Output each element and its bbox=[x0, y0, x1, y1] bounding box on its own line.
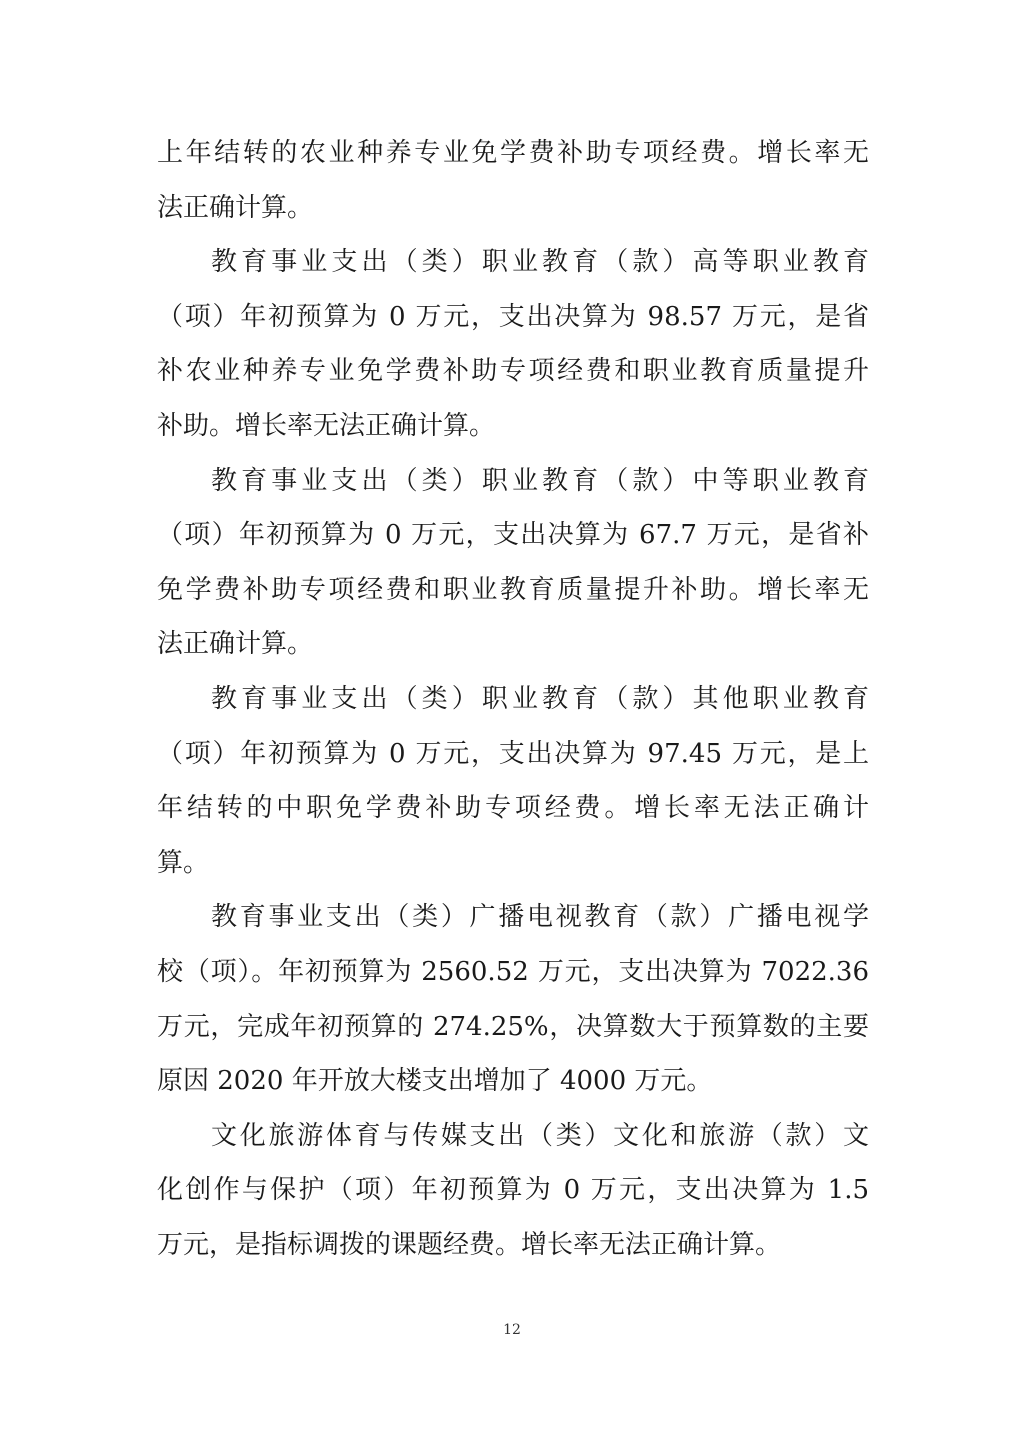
paragraph-5-line-2: 校（项）。年初预算为 2560.52 万元，支出决算为 7022.36 bbox=[157, 956, 869, 987]
paragraph-4-line-1: 教育事业支出（类）职业教育（款）其他职业教育 bbox=[211, 683, 869, 714]
paragraph-2-line-4: 补助。增长率无法正确计算。 bbox=[157, 410, 496, 441]
paragraph-5-line-4: 原因 2020 年开放大楼支出增加了 4000 万元。 bbox=[157, 1066, 713, 1097]
paragraph-1-line-2: 法正确计算。 bbox=[157, 192, 314, 223]
paragraph-1-line-1: 上年结转的农业种养专业免学费补助专项经费。增长率无 bbox=[157, 138, 869, 168]
paragraph-2-line-1: 教育事业支出（类）职业教育（款）高等职业教育 bbox=[211, 247, 869, 278]
paragraph-5-line-3: 万元，完成年初预算的 274.25%，决算数大于预算数的主要 bbox=[157, 1011, 869, 1042]
body-text bbox=[157, 126, 869, 1272]
paragraph-3-line-4: 法正确计算。 bbox=[157, 629, 314, 660]
paragraph-6-line-1: 文化旅游体育与传媒支出（类）文化和旅游（款）文 bbox=[211, 1120, 869, 1151]
paragraph-6-line-3: 万元，是指标调拨的课题经费。增长率无法正确计算。 bbox=[157, 1229, 782, 1260]
paragraph-3-line-2: （项）年初预算为 0 万元，支出决算为 67.7 万元，是省补 bbox=[157, 520, 869, 551]
paragraph-6-line-2: 化创作与保护（项）年初预算为 0 万元，支出决算为 1.5 bbox=[157, 1175, 869, 1206]
paragraph-2-line-3: 补农业种养专业免学费补助专项经费和职业教育质量提升 bbox=[157, 356, 869, 387]
paragraph-5-line-1: 教育事业支出（类）广播电视教育（款）广播电视学 bbox=[211, 902, 869, 933]
paragraph-3-line-1: 教育事业支出（类）职业教育（款）中等职业教育 bbox=[211, 465, 869, 496]
paragraph-4-line-3: 年结转的中职免学费补助专项经费。增长率无法正确计 bbox=[157, 793, 869, 824]
paragraph-4-line-2: （项）年初预算为 0 万元，支出决算为 97.45 万元，是上 bbox=[157, 738, 869, 769]
paragraph-4-line-4: 算。 bbox=[157, 847, 210, 878]
page-number: 12 bbox=[503, 1322, 521, 1338]
paragraph-3-line-3: 免学费补助专项经费和职业教育质量提升补助。增长率无 bbox=[157, 574, 869, 605]
paragraph-2-line-2: （项）年初预算为 0 万元，支出决算为 98.57 万元，是省 bbox=[157, 301, 869, 332]
